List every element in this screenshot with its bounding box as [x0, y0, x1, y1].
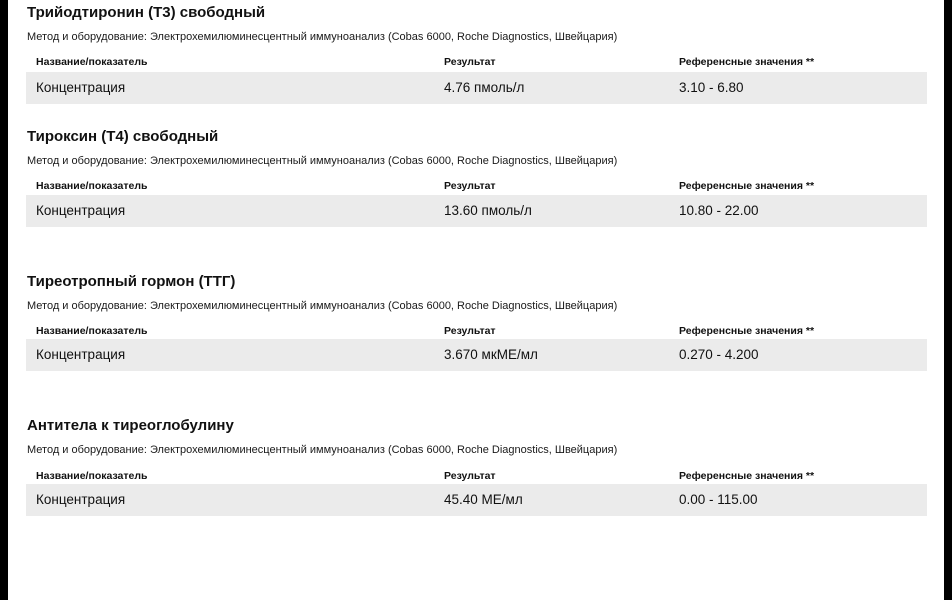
section-title: Тиреотропный гормон (ТТГ)	[27, 273, 236, 290]
row-result: 3.670 мкМЕ/мл	[444, 347, 538, 362]
row-name: Концентрация	[36, 80, 126, 95]
table-row	[26, 195, 927, 227]
method-description: Метод и оборудование: Электрохемилюминесцентный иммуноанализ (Cobas 6000, Roche Diagnostics, Швейцария)	[27, 155, 618, 167]
lab-report-page	[8, 0, 944, 600]
header-reference: Референсные значения **	[679, 180, 815, 192]
method-description: Метод и оборудование: Электрохемилюминесцентный иммуноанализ (Cobas 6000, Roche Diagnostics, Швейцария)	[27, 31, 618, 43]
table-header-row	[26, 467, 927, 485]
section-title: Антитела к тиреоглобулину	[27, 417, 234, 434]
header-reference: Референсные значения **	[679, 470, 815, 482]
row-reference: 10.80 - 22.00	[679, 203, 759, 218]
method-description: Метод и оборудование: Электрохемилюминесцентный иммуноанализ (Cobas 6000, Roche Diagnostics, Швейцария)	[27, 300, 618, 312]
header-name: Название/показатель	[36, 56, 148, 68]
row-reference: 0.270 - 4.200	[679, 347, 759, 362]
table-row	[26, 484, 927, 516]
row-reference: 3.10 - 6.80	[679, 80, 744, 95]
section-title: Трийодтиронин (Т3) свободный	[27, 4, 266, 21]
header-reference: Референсные значения **	[679, 325, 815, 337]
row-name: Концентрация	[36, 492, 126, 507]
row-result: 4.76 пмоль/л	[444, 80, 525, 95]
table-row	[26, 339, 927, 371]
header-result: Результат	[444, 325, 496, 337]
header-name: Название/показатель	[36, 180, 148, 192]
header-result: Результат	[444, 470, 496, 482]
row-reference: 0.00 - 115.00	[679, 492, 758, 507]
row-result: 13.60 пмоль/л	[444, 203, 532, 218]
section-title: Тироксин (Т4) свободный	[27, 128, 219, 145]
row-name: Концентрация	[36, 347, 126, 362]
header-result: Результат	[444, 180, 496, 192]
header-name: Название/показатель	[36, 325, 148, 337]
header-reference: Референсные значения **	[679, 56, 815, 68]
table-header-row	[26, 322, 927, 340]
header-result: Результат	[444, 56, 496, 68]
table-header-row	[26, 177, 927, 195]
header-name: Название/показатель	[36, 470, 148, 482]
row-name: Концентрация	[36, 203, 126, 218]
table-row	[26, 72, 927, 104]
method-description: Метод и оборудование: Электрохемилюминесцентный иммуноанализ (Cobas 6000, Roche Diagnostics, Швейцария)	[27, 444, 618, 456]
row-result: 45.40 МЕ/мл	[444, 492, 523, 507]
table-header-row	[26, 53, 927, 71]
